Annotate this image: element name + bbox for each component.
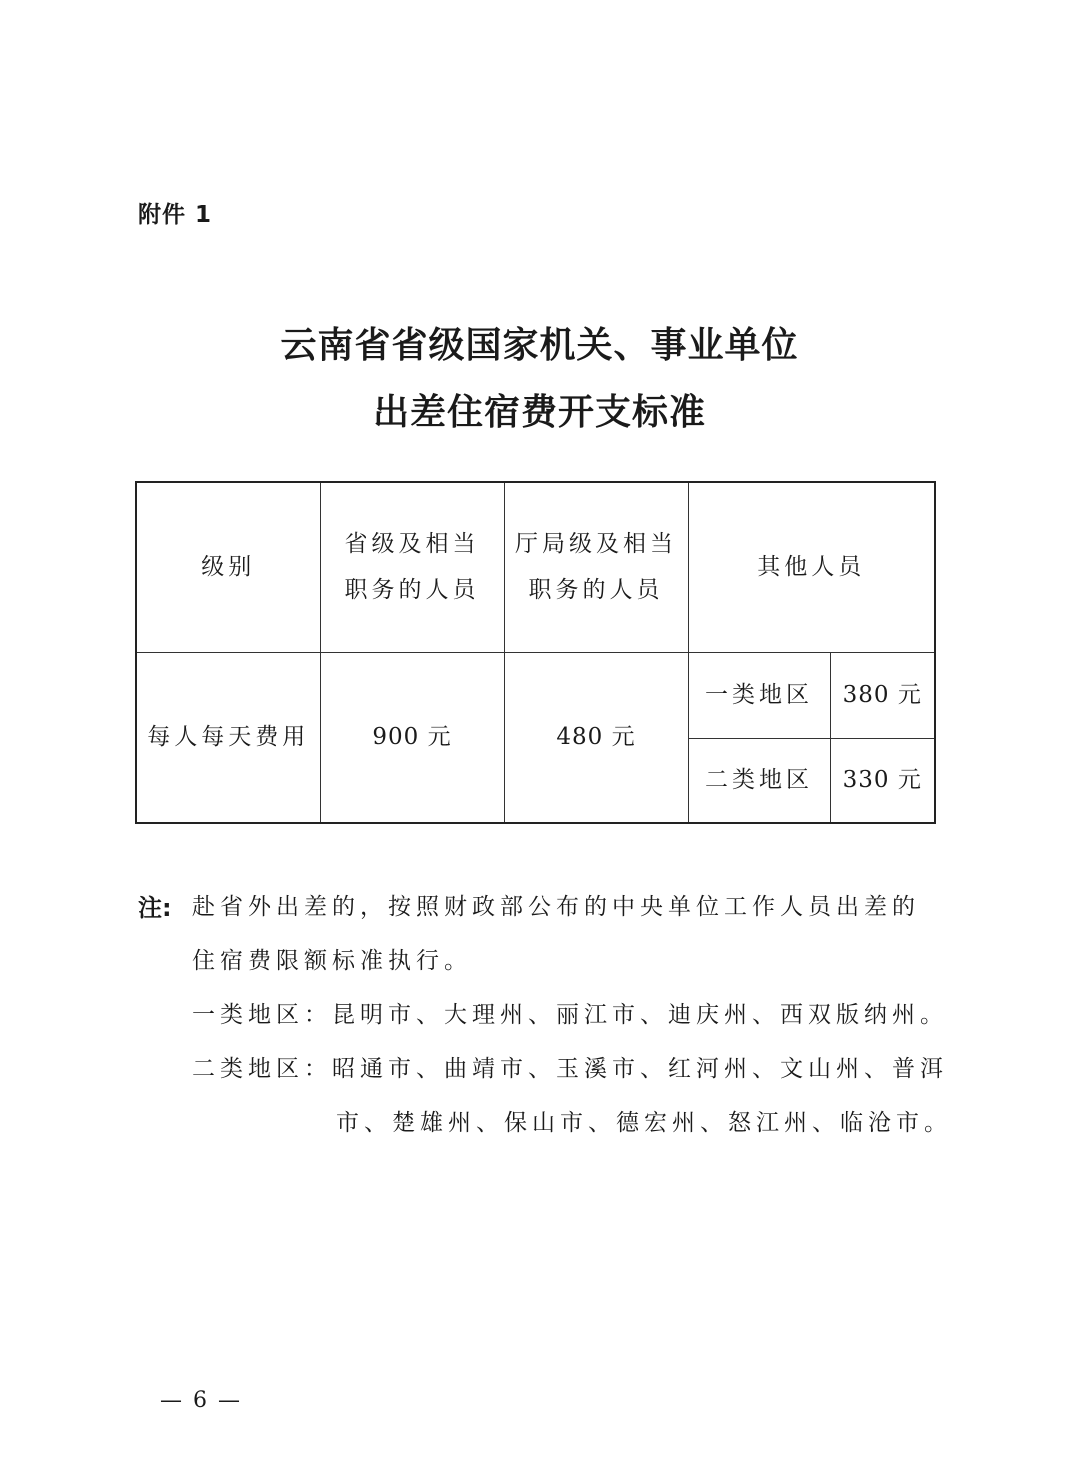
header-others: 其他人员 [688,482,935,652]
header-level: 级别 [136,482,320,652]
note-line5: 市、楚雄州、保山市、德宏州、怒江州、临沧市。 [336,1110,952,1136]
document-title-line1: 云南省省级国家机关、事业单位 [280,325,799,366]
document-title-line2: 出差住宿费开支标准 [372,392,706,433]
note-label: 注: [138,894,172,922]
note-line1: 赴省外出差的，按照财政部公布的中央单位工作人员出差的 [192,894,920,920]
lodging-standard-table [135,481,936,824]
page-number: — 6 — [160,1388,242,1413]
header-provincial-line1: 省级及相当 [344,531,480,558]
table-row [136,652,935,738]
header-bureau-line1: 厅局级及相当 [515,531,677,558]
table-header-row [136,482,935,652]
row-label: 每人每天费用 [136,652,320,823]
note-line3: 一类地区：昆明市、大理州、丽江市、迪庆州、西双版纳州。 [192,1002,948,1028]
attachment-label: 附件 1 [138,202,213,228]
region2-value: 330 元 [830,738,935,823]
header-provincial-line2: 职务的人员 [344,577,480,604]
note-line2: 住宿费限额标准执行。 [192,948,472,974]
header-provincial [320,482,504,652]
provincial-value: 900 元 [320,652,504,823]
region1-value: 380 元 [830,652,935,738]
header-bureau-line2: 职务的人员 [528,577,664,604]
header-bureau [504,482,688,652]
region1-label: 一类地区 [688,652,830,738]
region2-label: 二类地区 [688,738,830,823]
bureau-value: 480 元 [504,652,688,823]
note-line4: 二类地区：昭通市、曲靖市、玉溪市、红河州、文山州、普洱 [192,1056,948,1082]
